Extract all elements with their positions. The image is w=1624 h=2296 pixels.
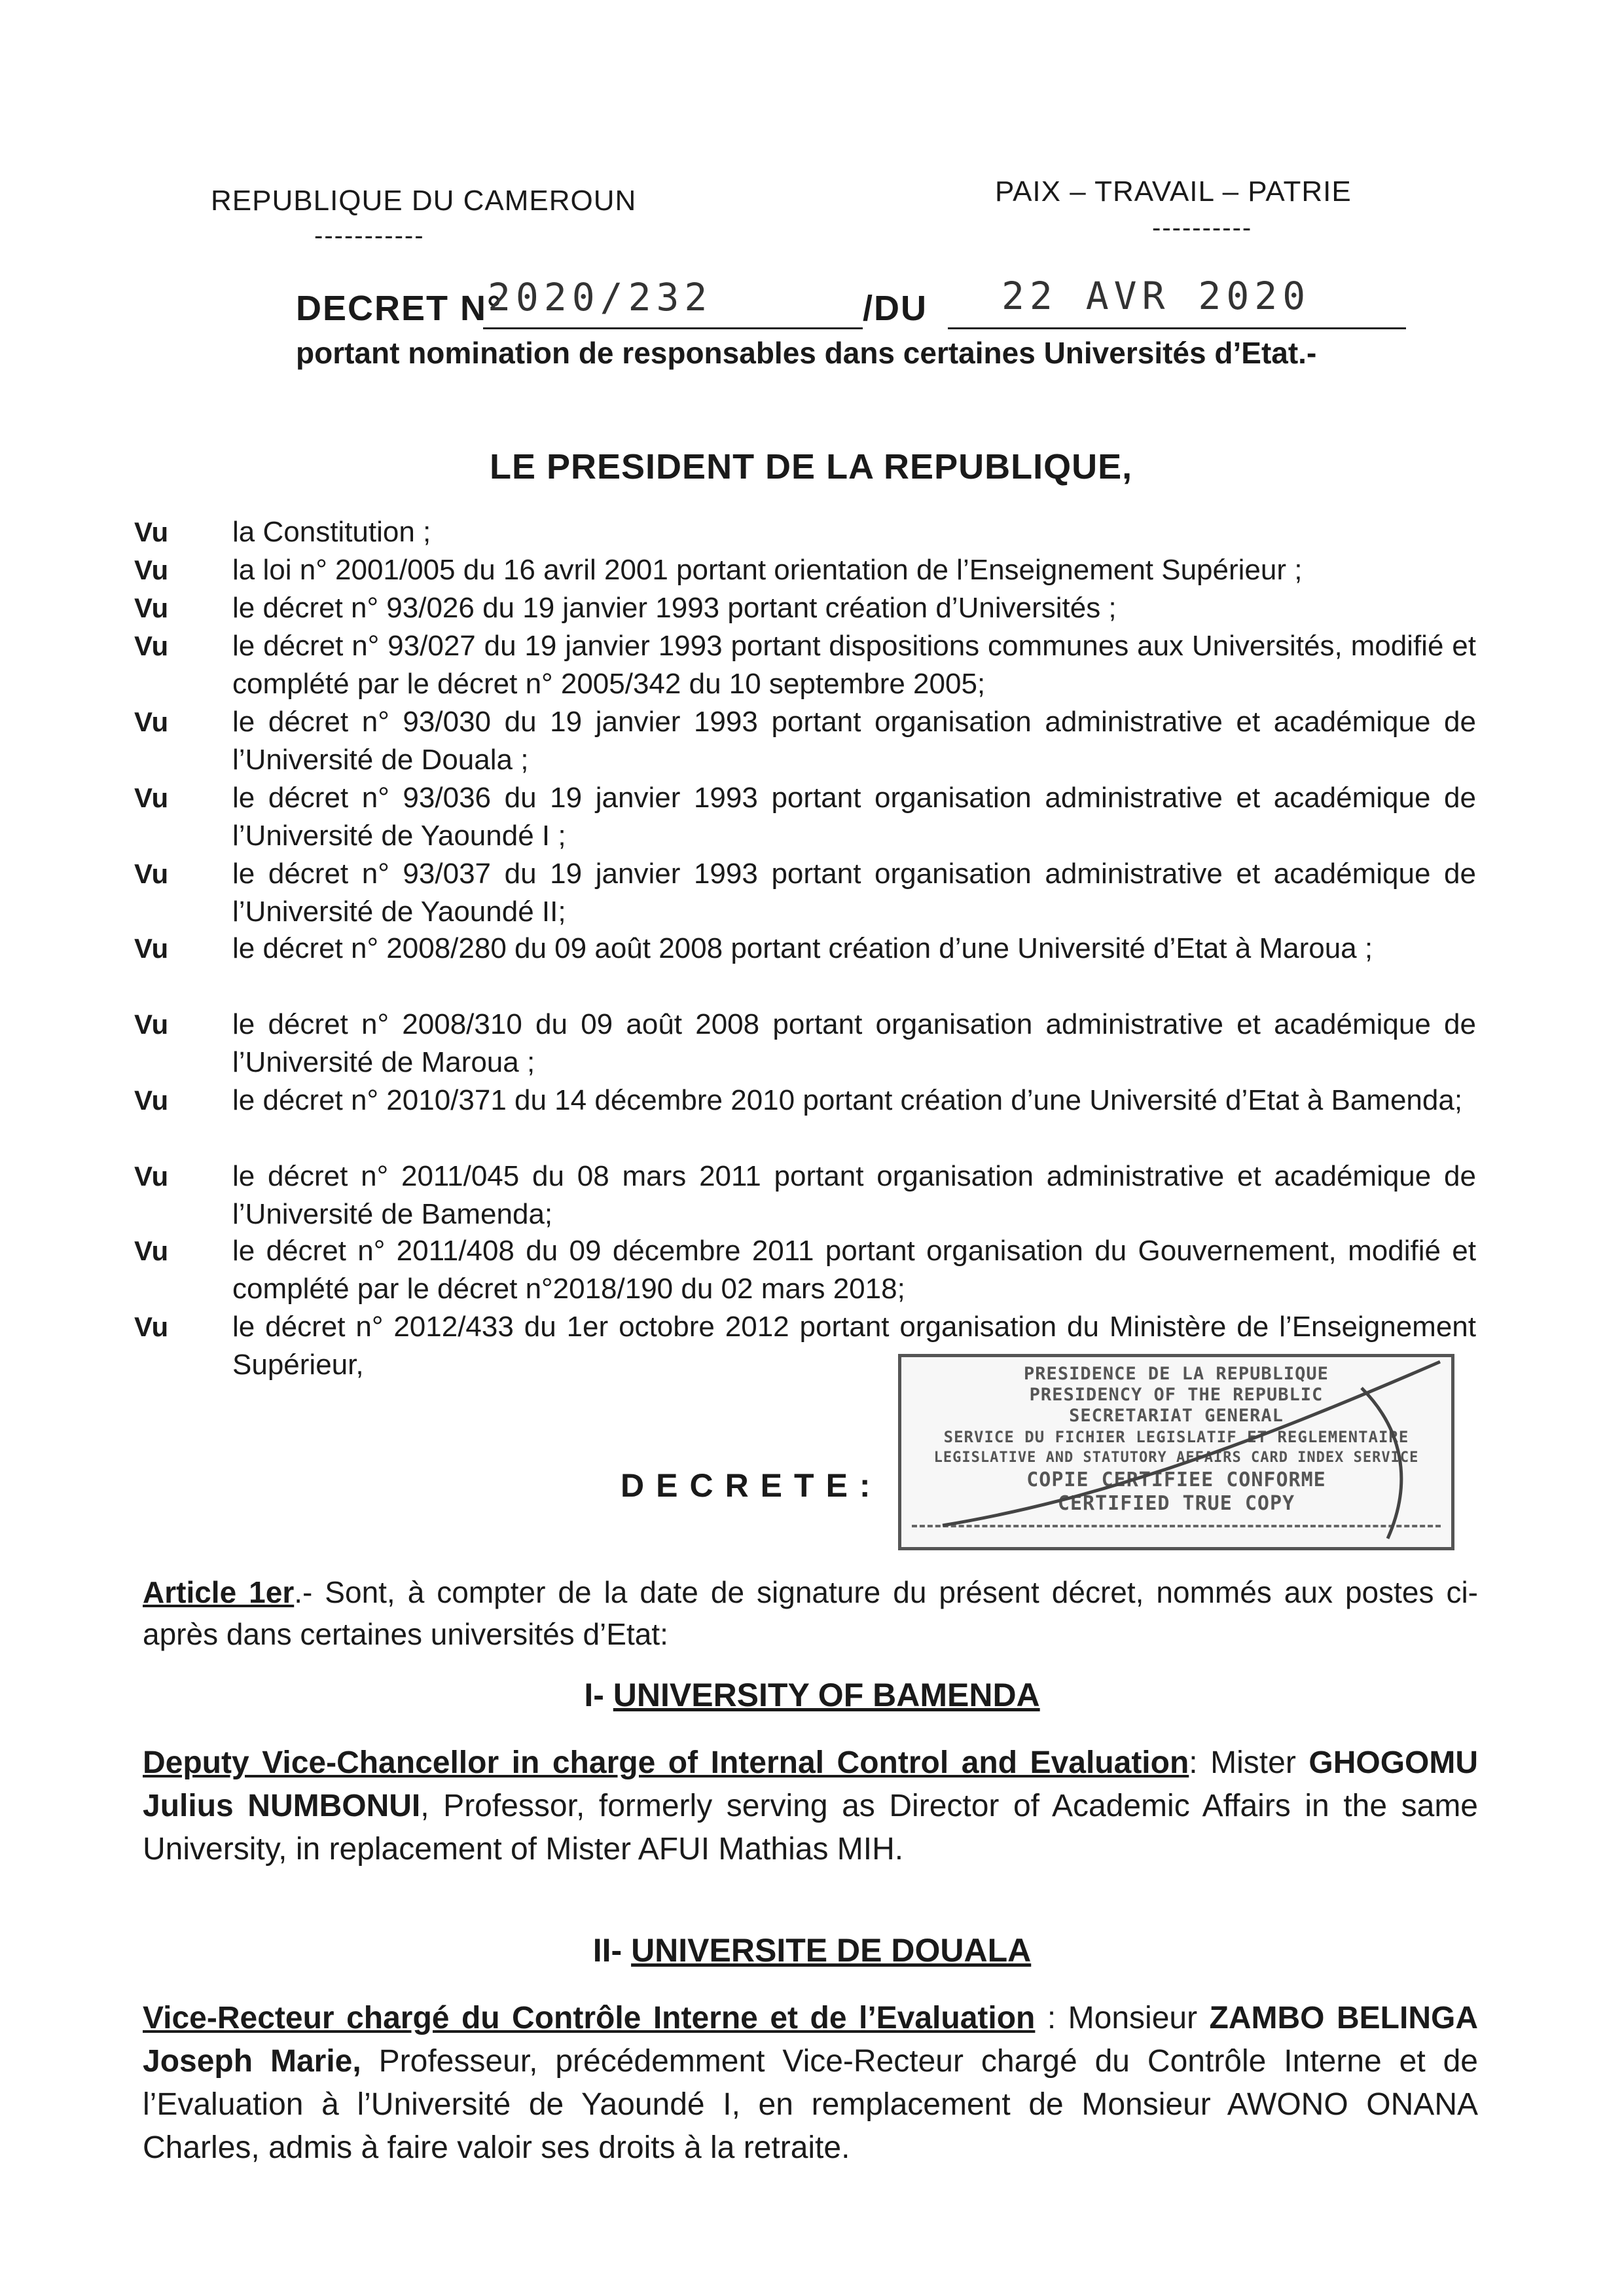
vu-item (134, 1157, 1476, 1233)
vu-label: Vu (134, 1085, 169, 1116)
vu-item (134, 1006, 1476, 1082)
section-1-colon: : Mister (1189, 1745, 1309, 1780)
vu-label: Vu (134, 555, 169, 585)
vu-item (134, 930, 1476, 968)
section-2-number: II- (592, 1932, 623, 1969)
section-1-paragraph (143, 1741, 1478, 1871)
section-1-position: Deputy Vice-Chancellor in charge of Internal Control and Evaluation (143, 1745, 1189, 1780)
vu-text: le décret n° 93/036 du 19 janvier 1993 portant organisation administrative et académique de l’Université de Yaoundé I ; (232, 782, 1476, 852)
vu-text: le décret n° 2010/371 du 14 décembre 2010 portant création d’une Université d’Etat à Bamenda; (232, 1084, 1463, 1116)
vu-text: le décret n° 2011/045 du 08 mars 2011 portant organisation administrative et académique de l’Université de Bamenda; (232, 1160, 1476, 1230)
article-1-label: Article 1er (143, 1575, 295, 1609)
vu-label: Vu (134, 630, 169, 661)
vu-item (134, 779, 1476, 855)
vu-label: Vu (134, 858, 169, 889)
vu-label: Vu (134, 782, 169, 813)
vu-text: le décret n° 2011/408 du 09 décembre 2011 portant organisation du Gouvernement, modifié et complété par le décret n°2018/190 du 02 mars 2018; (232, 1235, 1476, 1305)
vu-item (134, 513, 1476, 551)
section-1-appointee: GHOGOMU Julius NUMBONUI (143, 1745, 1479, 1823)
vu-label: Vu (134, 517, 169, 547)
stamp-line-5: LEGISLATIVE AND STATUTORY AFFAIRS CARD INDEX SERVICE (933, 1449, 1419, 1466)
vu-label: Vu (134, 1009, 169, 1040)
stamp-line-2: PRESIDENCY OF THE REPUBLIC (1029, 1385, 1324, 1405)
section-1-rest: , Professor, formerly serving as Director of Academic Affairs in the same University, in replacement of Mister AFUI Mathias MIH. (143, 1789, 1479, 1867)
president-heading: LE PRESIDENT DE LA REPUBLIQUE, (490, 447, 1133, 486)
article-1 (143, 1571, 1478, 1655)
decrete-heading: DECRETE: (621, 1467, 882, 1504)
decree-label: DECRET N° (296, 289, 503, 328)
decree-number: 2020/232 (488, 275, 713, 319)
vu-text: le décret n° 2008/310 du 09 août 2008 portant organisation administrative et académique de l’Université de Maroua ; (232, 1008, 1476, 1078)
vu-text: le décret n° 93/037 du 19 janvier 1993 portant organisation administrative et académique de l’Université de Yaoundé II; (232, 858, 1476, 928)
vu-item (134, 855, 1476, 931)
vu-label: Vu (134, 706, 169, 737)
vu-text: la Constitution ; (232, 516, 431, 548)
stamp-line-1: PRESIDENCE DE LA REPUBLIQUE (1024, 1364, 1329, 1384)
vu-item (134, 1082, 1476, 1120)
header-left-dashes: ----------- (314, 221, 425, 250)
section-2-rest: Professeur, précédemment Vice-Recteur chargé du Contrôle Interne et de l’Evaluation à l’Université de Yaoundé I, en remplacement de Monsieur AWONO ONANA Charles, admis à faire valoir ses droits à la retraite. (143, 2044, 1478, 2165)
vu-item (134, 589, 1476, 627)
vu-item (134, 703, 1476, 779)
stamp-line-6: COPIE CERTIFIEE CONFORME (1026, 1468, 1326, 1491)
decree-du: /DU (863, 289, 928, 328)
vu-text: le décret n° 2008/280 du 09 août 2008 portant création d’une Université d’Etat à Maroua ; (232, 932, 1373, 964)
decree-number-rule (483, 327, 863, 329)
vu-text: le décret n° 93/027 du 19 janvier 1993 portant dispositions communes aux Universités, modifié et complété par le décret n° 2005/342 du 10 septembre 2005; (232, 630, 1476, 700)
vu-text: le décret n° 93/026 du 19 janvier 1993 portant création d’Universités ; (232, 592, 1117, 624)
decree-subject: portant nomination de responsables dans certaines Universités d’Etat.- (296, 336, 1317, 370)
vu-text: la loi n° 2001/005 du 16 avril 2001 portant orientation de l’Enseignement Supérieur ; (232, 554, 1303, 586)
section-1-heading (0, 1676, 1624, 1714)
section-2-appointee: ZAMBO BELINGA Joseph Marie, (143, 2001, 1478, 2079)
vu-label: Vu (134, 1235, 169, 1266)
vu-label: Vu (134, 933, 169, 964)
header-right-dashes: ---------- (1152, 213, 1253, 242)
vu-item (134, 1232, 1476, 1308)
stamp-line-4: SERVICE DU FICHIER LEGISLATIF ET REGLEMENTAIRE (943, 1428, 1409, 1446)
section-2-heading (0, 1931, 1624, 1969)
section-2-title: UNIVERSITE DE DOUALA (631, 1932, 1032, 1969)
vu-text: le décret n° 93/030 du 19 janvier 1993 portant organisation administrative et académique de l’Université de Douala ; (232, 706, 1476, 776)
section-1-number: I- (584, 1677, 604, 1713)
section-2-paragraph (143, 1997, 1478, 2170)
vu-label: Vu (134, 592, 169, 623)
vu-item (134, 551, 1476, 589)
stamp-line-3: SECRETARIAT GENERAL (1069, 1406, 1284, 1426)
vu-label: Vu (134, 1311, 169, 1342)
header-republic: REPUBLIQUE DU CAMEROUN (211, 185, 637, 217)
decree-date: 22 AVR 2020 (1001, 274, 1311, 318)
section-2-colon: : Monsieur (1035, 2001, 1210, 2035)
vu-item (134, 627, 1476, 703)
vu-label: Vu (134, 1161, 169, 1192)
stamp-line-7: CERTIFIED TRUE COPY (1057, 1492, 1295, 1515)
section-1-title: UNIVERSITY OF BAMENDA (613, 1677, 1040, 1713)
article-1-text: .- Sont, à compter de la date de signature du présent décret, nommés aux postes ci-après dans certaines universités d’Etat: (143, 1575, 1478, 1651)
vu-last-content: le décret n° 2012/433 du 1er octobre 2012 portant organisation du Ministère de l’Enseignement Supérieur, (232, 1311, 1476, 1381)
section-2-position: Vice-Recteur chargé du Contrôle Interne et de l’Evaluation (143, 2001, 1036, 2035)
header-motto: PAIX – TRAVAIL – PATRIE (995, 175, 1352, 208)
stamp-signature-scribble (903, 1349, 1466, 1558)
decree-date-rule (948, 327, 1406, 329)
